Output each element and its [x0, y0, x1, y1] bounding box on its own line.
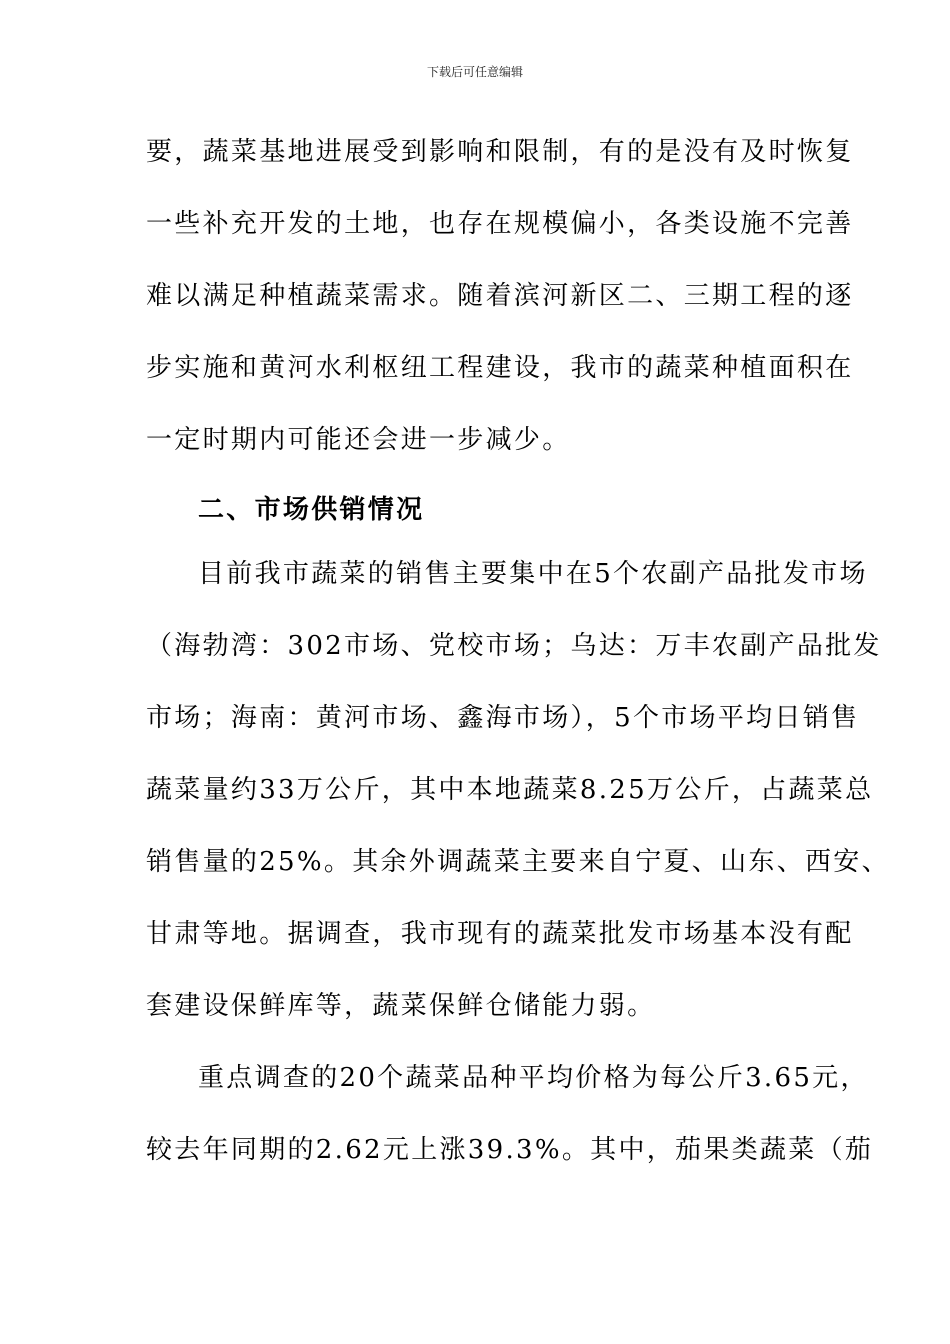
body-line-8: （海勃湾：302市场、党校市场；乌达：万丰农副产品批发 [146, 631, 882, 661]
body-line-15: 较去年同期的2.62元上涨39.3%。其中，茄果类蔬菜（茄 [146, 1135, 874, 1165]
body-line-4: 步实施和黄河水利枢纽工程建设，我市的蔬菜种植面积在 [146, 353, 854, 383]
body-line-7: 目前我市蔬菜的销售主要集中在5个农副产品批发市场 [198, 559, 868, 589]
body-line-1: 要，蔬菜基地进展受到影响和限制，有的是没有及时恢复 [146, 137, 854, 167]
body-line-14: 重点调查的20个蔬菜品种平均价格为每公斤3.65元， [198, 1063, 869, 1093]
body-line-2: 一些补充开发的土地，也存在规模偏小，各类设施不完善 [146, 209, 854, 239]
page-header: 下载后可任意编辑 [426, 65, 523, 79]
body-line-12: 甘肃等地。据调查，我市现有的蔬菜批发市场基本没有配 [146, 919, 854, 949]
section-heading: 二、市场供销情况 [198, 495, 425, 525]
body-line-11: 销售量的25%。其余外调蔬菜主要来自宁夏、山东、西安、 [146, 847, 890, 877]
body-line-10: 蔬菜量约33万公斤，其中本地蔬菜8.25万公斤，占蔬菜总 [146, 775, 874, 805]
body-line-9: 市场；海南：黄河市场、鑫海市场），5个市场平均日销售 [146, 703, 860, 733]
body-line-3: 难以满足种植蔬菜需求。随着滨河新区二、三期工程的逐 [146, 281, 854, 311]
body-line-5: 一定时期内可能还会进一步减少。 [146, 425, 571, 455]
body-line-13: 套建设保鲜库等，蔬菜保鲜仓储能力弱。 [146, 991, 656, 1021]
